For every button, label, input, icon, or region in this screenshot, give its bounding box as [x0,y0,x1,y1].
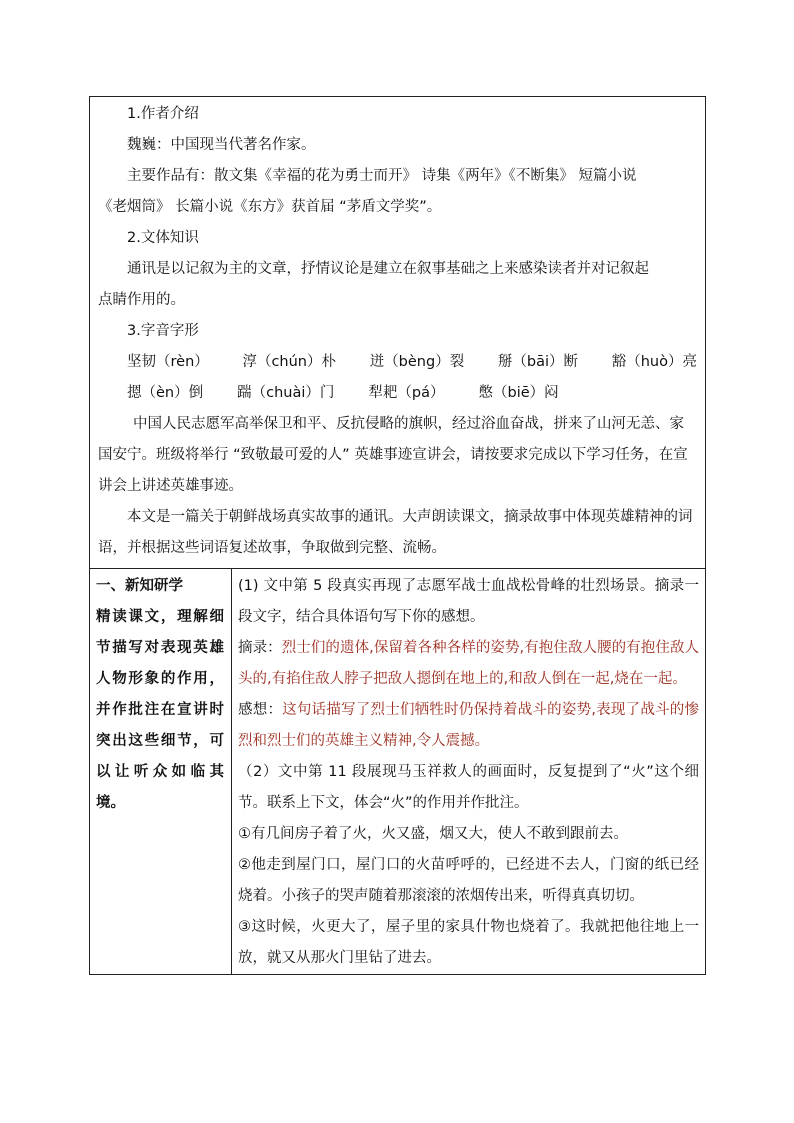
excerpt-text: 烈士们的遗体,保留着各种各样的姿势,有抱住敌人腰的有抱住敌人头的,有掐住敌人脖子把敌人摁倒在地上的,和敌人倒在一起,烧在一起。 [238,640,700,687]
char-item: 踹（chuài）门 [237,385,335,401]
section-content-cell [232,569,706,975]
thought [238,695,699,757]
chars-heading: 3.字音字形 [127,323,199,339]
genre-line-2: 点睛作用的。 [98,292,185,308]
author-heading: 1.作者介绍 [127,106,199,122]
thought-label: 感想： [238,702,283,718]
char-item: 摁（èn）倒 [127,385,204,401]
excerpt-label: 摘录： [238,640,282,656]
intro-paragraph: 中国人民志愿军高举保卫和平、反抗侵略的旗帜，经过浴血奋战，拼来了山河无恙、家国安宁。班级将举行 “致敬最可爱的人” 英雄事迹宣讲会，请按要求完成以下学习任务，在宣讲会上讲述英雄事迹。 [98,416,688,494]
question-1: (1) 文中第 5 段真实再现了志愿军战士血战松骨峰的壮烈场景。摘录一段文字，结合具体语句写下你的感想。 [238,578,700,625]
excerpt [238,633,699,695]
preview-section [90,97,706,569]
task-paragraph: 本文是一篇关于朝鲜战场真实故事的通讯。大声朗读课文，摘录故事中体现英雄精神的词语，并根据这些词语复述故事，争取做到完整、流畅。 [98,509,693,556]
thought-text: 这句话描写了烈士们牺牲时仍保持着战斗的姿势,表现了战斗的惨烈和烈士们的英雄主义精神,令人震撼。 [238,702,700,749]
char-item: 犁耙（pá） [368,385,445,401]
char-item: 憋（biē）闷 [478,385,559,401]
char-item: 迸（bèng）裂 [369,354,465,370]
question-2: （2）文中第 11 段展现马玉祥救人的画面时，反复提到了“火”这个细节。联系上下文，体会“火”的作用并作批注。 [238,764,700,811]
author-line: 魏巍：中国现当代著名作家。 [127,137,316,153]
works-line-2: 《老烟筒》 长篇小说《东方》获首届 “茅盾文学奖”。 [98,199,442,215]
fire-detail-3: ③这时候，火更大了，屋子里的家具什物也烧着了。我就把他往地上一放，就又从那火门里钻了进去。 [238,919,700,966]
section-title: 一、新知研学 [96,578,183,594]
genre-heading: 2.文体知识 [127,230,199,246]
char-item: 淳（chún）朴 [242,354,336,370]
worksheet [89,96,705,975]
worksheet-table [89,96,706,975]
section-description: 精读课文，理解细节描写对表现英雄人物形象的作用，并作批注在宣讲时突出这些细节，可以让听众如临其境。 [96,609,224,811]
char-item: 掰（bāi）断 [497,354,579,370]
fire-detail-2: ②他走到屋门口，屋门口的火苗呼呼的，已经进不去人，门窗的纸已经烧着。小孩子的哭声随着那滚滚的浓烟传出来，听得真真切切。 [238,857,700,904]
char-item: 豁（huò）亮 [611,354,697,370]
fire-detail-1: ①有几间房子着了火，火又盛，烟又大，使人不敢到跟前去。 [238,826,628,842]
works-line-1: 主要作品有：散文集《幸福的花为勇士而开》 诗集《两年》《不断集》 短篇小说 [127,168,637,184]
section-label-cell [90,569,232,975]
chars-row-1 [98,347,697,378]
char-item: 坚韧（rèn） [127,354,209,370]
chars-row-2 [98,378,697,409]
genre-line-1: 通讯是以记叙为主的文章，抒情议论是建立在叙事基础之上来感染读者并对记叙起 [127,261,649,277]
